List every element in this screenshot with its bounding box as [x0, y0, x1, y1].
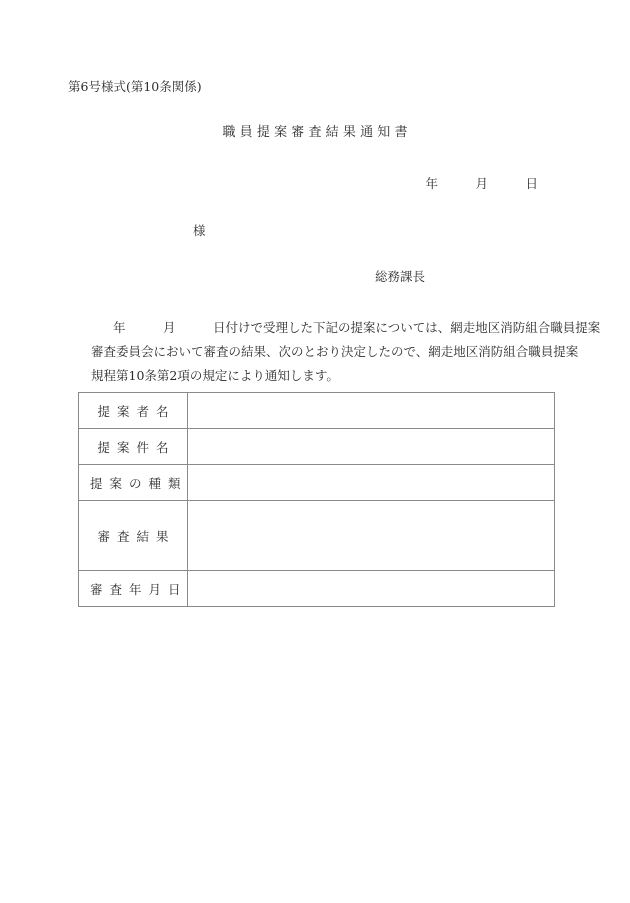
row-value-review-result[interactable]	[188, 501, 555, 571]
row-value-review-date[interactable]	[188, 571, 555, 607]
page-title: 職員提案審査結果通知書	[222, 125, 412, 140]
table-row	[79, 465, 555, 501]
table-row	[79, 571, 555, 607]
row-label-review-result: 審査結果	[79, 501, 188, 571]
issue-date-line: 年 月 日	[425, 176, 538, 191]
body-line-1: 年 月 日付けで受理した下記の提案については、網走地区消防組合職員提案	[113, 320, 601, 335]
body-line-3: 規程第10条第2項の規定により通知します。	[91, 368, 339, 383]
sender-title: 総務課長	[375, 269, 426, 284]
row-label-proposal-type: 提案の種類	[79, 465, 188, 501]
row-label-review-date: 審査年月日	[79, 571, 188, 607]
row-value-proposer-name[interactable]	[188, 393, 555, 429]
body-line-2: 審査委員会において審査の結果、次のとおり決定したので、網走地区消防組合職員提案	[91, 344, 579, 359]
table-row	[79, 501, 555, 571]
table-row	[79, 429, 555, 465]
row-value-proposal-title[interactable]	[188, 429, 555, 465]
table-row	[79, 393, 555, 429]
form-number: 第6号様式(第10条関係)	[68, 79, 202, 94]
row-label-proposal-title: 提案件名	[79, 429, 188, 465]
row-label-proposer-name: 提案者名	[79, 393, 188, 429]
body-paragraph	[78, 316, 601, 388]
row-value-proposal-type[interactable]	[188, 465, 555, 501]
addressee-honorific: 様	[193, 223, 206, 238]
result-form-table	[78, 392, 555, 607]
